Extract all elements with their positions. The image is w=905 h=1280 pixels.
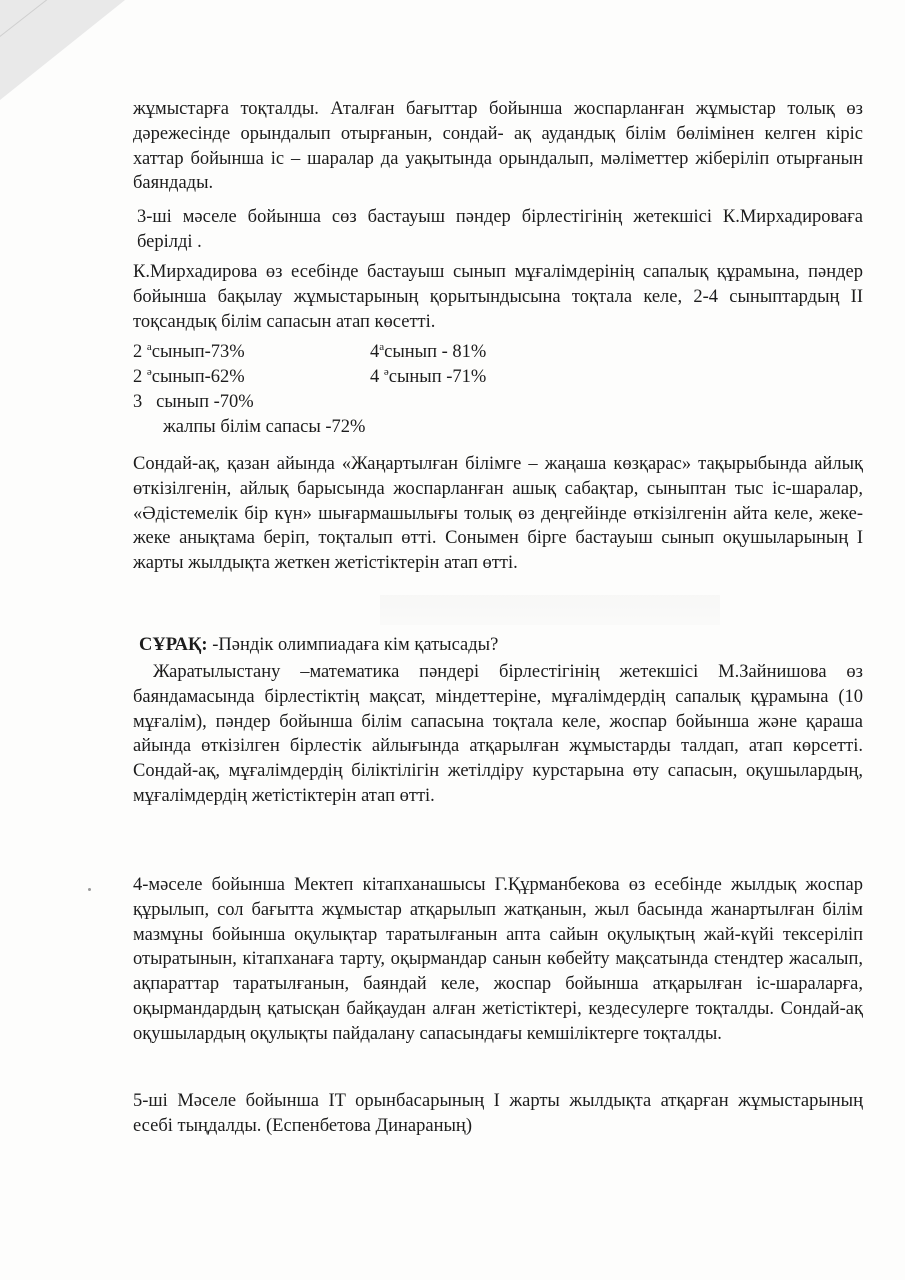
paragraph-4-block <box>133 452 863 576</box>
grade-2e-letter: ә <box>146 365 152 378</box>
paragraph-1-block <box>133 97 863 196</box>
paragraph-3-block <box>133 260 863 334</box>
grade-4e-number: 4 <box>370 367 380 387</box>
scan-speck <box>88 888 91 891</box>
bleed-through-shadow <box>380 595 720 625</box>
grade-overall: жалпы білім сапасы -72% <box>163 417 366 437</box>
grade-4e <box>370 365 486 390</box>
grade-2e-value: сынып-62% <box>151 367 245 387</box>
grade-2a-value: сынып-73% <box>151 342 245 362</box>
grade-list <box>133 340 487 440</box>
grade-4a-value: сынып - 81% <box>384 342 487 362</box>
paragraph-6: 4-мәселе бойынша Мектеп кітапханашысы Г.Құрманбекова өз есебінде жылдық жоспар құрылып, сол бағытта жұмыстар атқарылып жатқанын, жыл басында жанартылған білім мазмұны бойынша оқулықтар таратылғанын апта сайын оқулықтың жай-күйі тексеріліп отыратынын, кітапханаға тарту, оқырмандар санын көбейту мақсатында стендтер жасалып, ақпараттар таратылғанын, баяндай келе, жоспар бойынша атқарылған іс-шараларға, оқырмандардың қатысқан байқаудан алған жетістіктері, кездесулерге тоқталды. Сондай-ақ оқушылардың оқулықты пайдалану сапасындағы кемшіліктерге тоқталды. <box>133 875 863 1044</box>
paragraph-1: жұмыстарға тоқталды. Аталған бағыттар бойынша жоспарланған жұмыстар толық өз дәрежесінде орындалып отырғанын, сондай- ақ аудандық білім бөлімінен келген кіріс хаттар бойынша іс – шаралар да уақытында орындалып, мәліметтер жіберіліп отырғанын баяндады. <box>133 99 863 194</box>
paragraph-4: Сондай-ақ, қазан айында «Жаңартылған білімге – жаңаша көзқарас» тақырыбында айлық өткізілгенін, айлық барысында жоспарланған ашық сабақтар, сыныптан тыс іс-шаралар, «Әдістемелік бір күн» шығармашылығы толық өз деңгейінде өткізілгенін айта келе, жеке-жеке анықтама беріп, тоқталып өтті. Сонымен бірге бастауыш сынып оқушыларының І жарты жылдықта жеткен жетістіктерін атап өтті. <box>133 454 863 574</box>
paragraph-6-block <box>133 873 863 1047</box>
grade-2e <box>133 367 245 387</box>
grade-row-3: 3 сынып -70% <box>133 392 254 412</box>
grade-2e-number: 2 <box>133 367 143 387</box>
grade-2a-number: 2 <box>133 342 143 362</box>
grade-4e-value: сынып -71% <box>388 367 487 387</box>
grade-4a <box>370 340 486 365</box>
grade-row-1 <box>133 340 487 365</box>
folded-corner <box>0 0 125 100</box>
question-line <box>133 633 863 658</box>
question-label: СҰРАҚ: <box>139 635 208 655</box>
paragraph-7-block <box>133 1089 863 1139</box>
paragraph-5-block <box>133 660 863 809</box>
grade-4a-number: 4 <box>370 342 380 362</box>
paragraph-7: 5-ші Мәселе бойынша IT орынбасарының І жарты жылдықта атқарған жұмыстарының есебі тыңдалды. (Еспенбетова Динараның) <box>133 1091 863 1136</box>
paragraph-2-block <box>133 205 863 255</box>
question-text: -Пәндік олимпиадаға кім қатысады? <box>207 635 499 655</box>
question-block <box>133 633 863 658</box>
paragraph-3: К.Мирхадирова өз есебінде бастауыш сынып мұғалімдерінің сапалық құрамына, пәндер бойынша бақылау жұмыстарының қорытындысына тоқтала келе, 2-4 сыныптардың ІІ тоқсандық білім сапасын атап көсетті. <box>133 262 863 332</box>
paragraph-2: 3-ші мәселе бойынша сөз бастауыш пәндер бірлестігінің жетекшісі К.Мирхадироваға берілді . <box>137 207 863 252</box>
grade-2a-letter: а <box>146 340 152 353</box>
paragraph-5: Жаратылыстану –математика пәндері бірлестігінің жетекшісі М.Зайнишова өз баяндамасында бірлестіктің мақсат, міндеттеріне, мұғалімдердің сапалық құрамына (10 мұғалім), пәндер бойынша білім сапасына тоқтала келе, жоспар бойынша және қараша айында өткізілген бірлестік айлығында атқарылған жұмыстарды талдап, атап көрсетті. Сондай-ақ, мұғалімдердің біліктілігін жетілдіру курстарына өту сапасын, оқушылардың, мұғалімдердің жетістіктерін атап өтті. <box>133 662 863 806</box>
grade-2a <box>133 342 245 362</box>
grade-row-2 <box>133 365 487 390</box>
grade-4e-letter: ә <box>383 365 389 378</box>
grade-4a-letter: а <box>379 340 385 353</box>
